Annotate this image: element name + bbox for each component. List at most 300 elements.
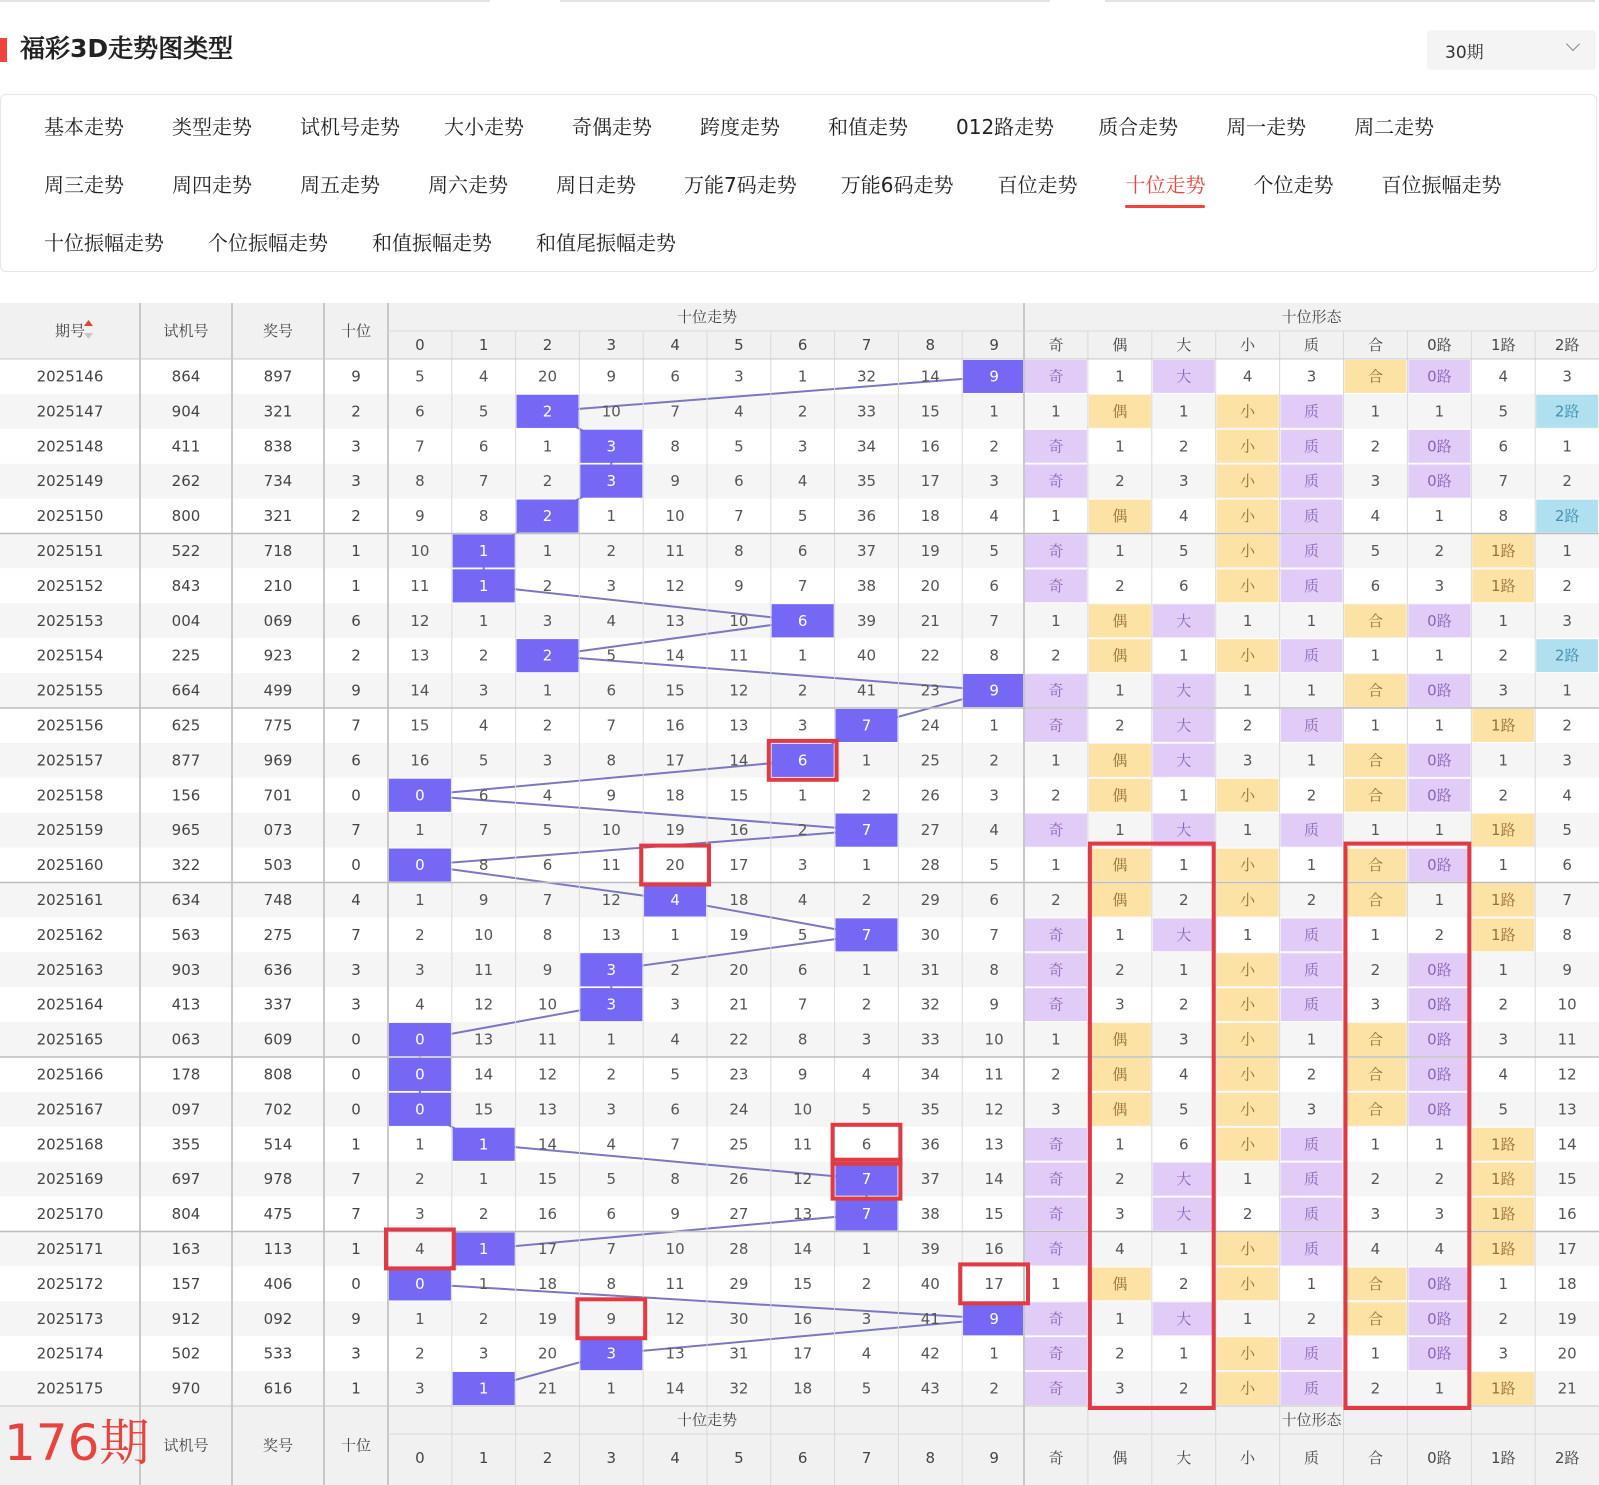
form-value: 合 [1367,1065,1383,1084]
form-count: 3 [1434,1205,1445,1224]
digit-header: 6 [797,336,808,354]
form-value: 合 [1367,681,1383,700]
type-tab[interactable]: 012路走势 [956,115,1055,139]
form-count: 2 [1178,1379,1189,1398]
miss-count: 26 [729,1170,749,1189]
miss-count: 6 [415,402,425,421]
form-value: 1路 [1490,1379,1516,1398]
miss-count: 19 [920,541,940,560]
form-count: 2 [1370,1379,1381,1398]
ten-cell: 9 [351,1309,361,1328]
type-tab[interactable]: 周五走势 [300,173,380,197]
miss-count: 25 [920,751,940,770]
form-count: 20 [1557,1344,1577,1363]
prize-cell: 748 [263,890,293,909]
table-footer [0,1406,1599,1485]
type-tab[interactable]: 十位振幅走势 [44,231,164,255]
miss-count: 15 [665,681,685,700]
form-value: 小 [1240,472,1256,491]
ten-cell: 2 [351,507,361,526]
miss-count: 14 [474,1065,494,1084]
miss-count: 6 [989,576,999,595]
form-count: 1 [1242,925,1253,944]
form-count: 3 [1178,1030,1189,1049]
ten-cell: 7 [351,1170,361,1189]
ten-header: 十位 [340,322,372,340]
form-count: 2 [1115,1170,1125,1189]
trial-cell: 178 [171,1065,201,1084]
miss-count: 35 [856,472,877,491]
miss-count: 22 [920,646,940,665]
form-count: 4 [1498,367,1509,386]
form-value: 2路 [1554,402,1580,421]
miss-count: 5 [989,856,999,875]
miss-count: 3 [542,751,553,770]
digit-footer: 7 [861,1449,872,1467]
trial-cell: 097 [171,1100,201,1119]
miss-count: 2 [606,541,617,560]
type-tab[interactable]: 和值振幅走势 [372,231,492,255]
type-tab[interactable]: 周六走势 [428,173,508,197]
miss-count: 29 [920,890,940,909]
miss-count: 37 [856,541,877,560]
type-tab[interactable]: 个位走势 [1253,173,1334,197]
miss-count: 4 [606,1135,617,1154]
form-value: 质 [1304,576,1320,595]
form-value: 大 [1176,716,1192,735]
trial-cell: 625 [171,716,201,735]
miss-count: 10 [537,995,558,1014]
type-tab[interactable]: 万能7码走势 [684,173,797,197]
form-value: 质 [1304,402,1320,421]
hit-digit: 3 [606,960,617,979]
miss-count: 8 [415,472,425,491]
miss-count: 4 [861,1065,872,1084]
ten-cell: 0 [351,1065,361,1084]
prize-cell: 897 [263,367,293,386]
trial-cell: 522 [171,541,201,560]
miss-count: 23 [920,681,940,700]
form-count: 3 [1498,1344,1509,1363]
miss-count: 4 [478,367,489,386]
form-header: 奇 [1048,336,1064,354]
type-tab[interactable]: 试机号走势 [300,115,400,139]
form-count: 5 [1498,1100,1509,1119]
form-value: 奇 [1048,576,1064,595]
prize-cell: 838 [263,437,293,456]
form-value: 奇 [1048,821,1064,840]
type-tab[interactable]: 个位振幅走势 [208,231,328,255]
miss-count: 32 [729,1379,749,1398]
miss-count: 14 [793,1239,813,1258]
form-count: 3 [1115,1379,1125,1398]
miss-count: 1 [989,402,999,421]
form-count: 1 [1178,402,1189,421]
form-value: 小 [1240,960,1256,979]
form-value: 小 [1240,1065,1256,1084]
type-tab[interactable]: 万能6码走势 [840,173,954,197]
hit-digit: 0 [415,1030,425,1049]
form-count: 2 [1051,786,1061,805]
form-count: 1 [1051,856,1061,875]
type-tab[interactable]: 基本走势 [44,115,124,139]
miss-count: 17 [729,856,749,875]
ten-cell: 9 [351,367,361,386]
type-tab[interactable]: 质合走势 [1098,115,1179,139]
ten-cell: 7 [351,821,361,840]
form-count: 1 [1178,1239,1189,1258]
type-tab[interactable]: 奇偶走势 [572,115,652,139]
form-value: 质 [1304,1239,1320,1258]
trial-cell: 063 [171,1030,201,1049]
type-tab[interactable]: 十位走势 [1125,169,1205,198]
form-value: 1路 [1490,821,1516,840]
type-tab[interactable]: 周四走势 [172,173,252,197]
miss-count: 5 [478,751,489,770]
miss-count: 16 [793,1309,813,1328]
miss-count: 11 [410,576,430,595]
miss-count: 9 [415,507,425,526]
form-value: 质 [1304,925,1320,944]
miss-count: 2 [670,960,680,979]
prize-cell: 609 [263,1030,293,1049]
form-value: 大 [1176,611,1192,630]
miss-count: 11 [537,1030,558,1049]
form-count: 1 [1434,890,1445,909]
miss-count: 7 [478,821,489,840]
form-count: 3 [1115,995,1125,1014]
miss-count: 2 [415,1344,425,1363]
miss-count: 10 [984,1030,1004,1049]
form-count: 4 [1178,1065,1189,1084]
miss-count: 5 [415,367,425,386]
miss-count: 13 [665,1344,685,1363]
type-tab[interactable]: 类型走势 [172,115,252,139]
prize-cell: 210 [263,576,293,595]
miss-count: 2 [415,925,425,944]
period-cell: 2025162 [36,925,104,944]
form-value: 奇 [1048,1205,1064,1224]
miss-count: 1 [861,751,872,770]
form-value: 合 [1367,1100,1383,1119]
prize-cell: 734 [263,472,293,491]
prize-cell: 069 [263,611,293,630]
ten-cell: 0 [351,1100,361,1119]
ten-cell: 6 [351,611,361,630]
miss-count: 9 [478,890,489,909]
prize-cell: 321 [263,507,293,526]
miss-count: 5 [861,1379,872,1398]
miss-count: 3 [797,856,808,875]
form-value: 0路 [1427,437,1452,456]
miss-count: 5 [989,541,999,560]
miss-count: 10 [729,611,749,630]
hit-digit: 9 [989,681,999,700]
form-value: 小 [1240,576,1256,595]
period-cell: 2025150 [36,507,104,526]
form-value: 1路 [1490,1135,1516,1154]
form-value: 偶 [1112,751,1128,770]
ten-cell: 7 [351,925,361,944]
form-count: 1 [1562,437,1572,456]
miss-count: 9 [542,960,553,979]
miss-count: 18 [729,890,749,909]
miss-count: 6 [861,1135,872,1154]
period-cell: 2025160 [36,856,104,875]
form-value: 0路 [1427,367,1452,386]
miss-count: 40 [920,1274,940,1293]
form-value: 小 [1240,402,1256,421]
form-value: 2路 [1554,507,1580,526]
miss-count: 17 [537,1239,558,1258]
miss-count: 2 [606,1065,617,1084]
period-select-value: 30期 [1445,43,1484,63]
form-count: 8 [1498,507,1509,526]
miss-count: 13 [729,716,749,735]
trial-cell: 157 [171,1274,201,1293]
miss-count: 18 [920,507,940,526]
trial-cell: 411 [171,437,201,456]
form-count: 1 [1498,856,1509,875]
type-tab[interactable]: 和值走势 [828,115,908,139]
miss-count: 2 [797,821,808,840]
form-footer: 2路 [1554,1449,1580,1467]
form-value: 合 [1367,890,1383,909]
type-tab[interactable]: 周一走势 [1226,115,1307,139]
miss-count: 5 [606,646,617,665]
form-count: 2 [1434,1170,1445,1189]
miss-count: 3 [606,1100,617,1119]
form-value: 奇 [1048,960,1064,979]
miss-count: 7 [415,437,425,456]
form-count: 15 [1557,1170,1577,1189]
miss-count: 1 [542,541,553,560]
miss-count: 9 [797,1065,808,1084]
miss-count: 3 [670,995,680,1014]
digit-footer: 2 [542,1449,553,1467]
form-value: 合 [1367,1030,1383,1049]
prize-cell: 533 [263,1344,293,1363]
miss-count: 32 [920,995,940,1014]
miss-count: 18 [537,1274,558,1293]
miss-count: 7 [606,716,617,735]
hit-digit: 6 [797,611,808,630]
form-count: 1 [1178,646,1189,665]
form-value: 大 [1176,821,1192,840]
miss-count: 24 [729,1100,749,1119]
form-count: 1 [1115,1309,1125,1328]
miss-count: 2 [989,751,999,770]
miss-count: 11 [665,541,685,560]
miss-count: 2 [989,1379,999,1398]
miss-count: 43 [920,1379,940,1398]
miss-count: 2 [861,995,872,1014]
period-cell: 2025163 [36,960,104,979]
miss-count: 14 [920,367,940,386]
type-tab[interactable]: 大小走势 [444,115,524,139]
trial-cell: 163 [171,1239,201,1258]
prize-cell: 092 [263,1309,293,1328]
form-value: 大 [1176,367,1192,386]
ten-cell: 0 [351,786,361,805]
form-header: 小 [1240,336,1256,354]
hit-digit: 1 [478,576,489,595]
digit-header: 7 [861,336,872,354]
miss-count: 19 [729,925,749,944]
digit-footer: 8 [925,1449,936,1467]
form-count: 1 [1115,367,1125,386]
prize-cell: 514 [263,1135,293,1154]
miss-count: 5 [861,1100,872,1119]
form-count: 5 [1498,402,1509,421]
miss-count: 1 [542,437,553,456]
miss-count: 17 [984,1274,1004,1293]
form-value: 1路 [1490,541,1516,560]
digit-footer: 3 [606,1449,617,1467]
miss-count: 17 [920,472,940,491]
period-select[interactable] [1427,30,1596,70]
digit-header: 0 [415,336,425,354]
miss-count: 4 [989,507,999,526]
prize-cell: 775 [263,716,293,735]
digit-footer: 4 [670,1449,680,1467]
type-tab[interactable]: 百位走势 [997,173,1078,197]
form-count: 5 [1178,541,1189,560]
form-count: 1 [1370,1344,1381,1363]
miss-count: 8 [797,1030,808,1049]
miss-count: 6 [478,437,489,456]
form-count: 1 [1370,821,1381,840]
miss-count: 16 [410,751,430,770]
trial-cell: 904 [171,402,201,421]
miss-count: 3 [797,437,808,456]
miss-count: 2 [861,890,872,909]
form-count: 1 [1562,541,1572,560]
form-count: 2 [1562,472,1572,491]
form-value: 质 [1304,1344,1320,1363]
miss-count: 13 [984,1135,1004,1154]
digit-header: 1 [478,336,489,354]
trial-cell: 664 [171,681,201,700]
miss-count: 6 [670,367,680,386]
miss-count: 7 [670,1135,680,1154]
form-value: 偶 [1112,856,1128,875]
miss-count: 7 [670,402,680,421]
form-value: 0路 [1427,1065,1452,1084]
miss-count: 11 [601,856,621,875]
ten-cell: 3 [351,472,361,491]
miss-count: 12 [729,681,749,700]
period-cell: 2025159 [36,821,104,840]
form-count: 6 [1370,576,1381,595]
form-count: 4 [1370,507,1381,526]
type-tab[interactable]: 百位振幅走势 [1381,173,1502,197]
form-count: 3 [1498,681,1509,700]
form-value: 合 [1367,611,1383,630]
form-value: 小 [1240,1100,1256,1119]
miss-count: 9 [606,786,617,805]
form-count: 2 [1562,716,1572,735]
form-value: 小 [1240,1239,1256,1258]
form-value: 奇 [1048,472,1064,491]
trial-cell: 864 [171,367,201,386]
miss-count: 7 [989,925,999,944]
ten-cell: 7 [351,716,361,735]
form-value: 奇 [1048,716,1064,735]
miss-count: 11 [984,1065,1004,1084]
form-value: 质 [1304,995,1320,1014]
hit-digit: 0 [415,1065,425,1084]
chevron-down-icon [1566,37,1580,51]
miss-count: 18 [665,786,685,805]
type-tab[interactable]: 周日走势 [556,173,636,197]
form-count: 18 [1557,1274,1577,1293]
form-value: 合 [1367,751,1383,770]
form-value: 0路 [1427,1100,1452,1119]
miss-count: 12 [601,890,621,909]
miss-count: 10 [601,821,621,840]
ten-cell: 1 [351,1239,361,1258]
type-tab[interactable]: 周二走势 [1354,115,1435,139]
type-tab[interactable]: 和值尾振幅走势 [536,231,676,255]
hit-digit: 3 [606,437,617,456]
ten-cell: 4 [351,890,361,909]
period-cell: 2025165 [36,1030,104,1049]
form-value: 1路 [1490,1170,1516,1189]
form-count: 1 [1051,507,1061,526]
form-count: 19 [1557,1309,1577,1328]
form-count: 1 [1498,960,1509,979]
miss-count: 36 [920,1135,940,1154]
form-value: 偶 [1112,507,1128,526]
form-count: 1 [1306,681,1317,700]
type-tab[interactable]: 周三走势 [44,173,124,197]
period-cell: 2025164 [36,995,104,1014]
form-value: 质 [1304,472,1320,491]
form-value: 小 [1240,507,1256,526]
miss-count: 41 [856,681,877,700]
form-count: 1 [1498,1274,1509,1293]
form-count: 1 [1370,925,1381,944]
miss-count: 2 [797,402,808,421]
miss-count: 7 [478,472,489,491]
miss-count: 1 [415,1309,425,1328]
miss-count: 15 [537,1170,558,1189]
form-count: 3 [1434,576,1445,595]
form-count: 13 [1557,1100,1577,1119]
trial-cell: 225 [171,646,201,665]
miss-count: 21 [729,995,749,1014]
miss-count: 33 [920,1030,940,1049]
form-value: 1路 [1490,1239,1516,1258]
form-group-header: 十位形态 [1281,308,1342,326]
miss-count: 2 [542,576,553,595]
prize-cell: 406 [263,1274,293,1293]
trial-cell: 697 [171,1170,201,1189]
form-value: 大 [1176,1170,1192,1189]
miss-count: 8 [606,1274,617,1293]
type-tab[interactable]: 跨度走势 [700,115,780,139]
miss-count: 20 [537,367,558,386]
form-count: 6 [1498,437,1509,456]
period-cell: 2025151 [36,541,104,560]
miss-count: 35 [920,1100,940,1119]
period-cell: 2025147 [36,402,104,421]
form-count: 1 [1434,402,1445,421]
form-value: 合 [1367,1274,1383,1293]
form-value: 小 [1240,437,1256,456]
miss-count: 38 [856,576,877,595]
